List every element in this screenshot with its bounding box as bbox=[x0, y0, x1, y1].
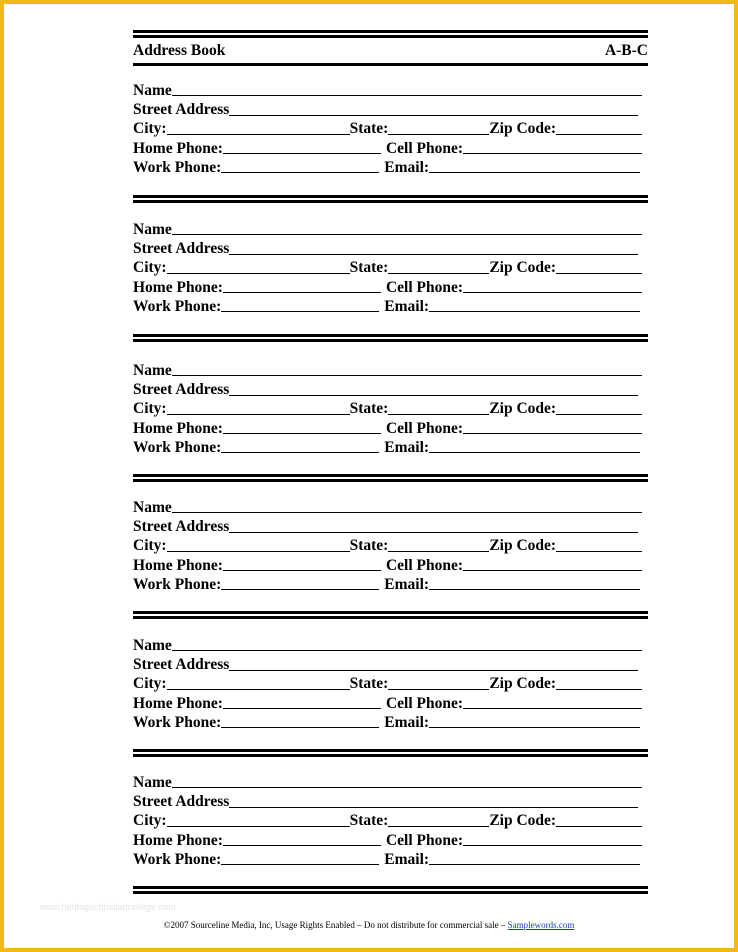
name-label: Name bbox=[133, 636, 172, 654]
email-label: Email: bbox=[384, 575, 430, 593]
city-state-zip-row bbox=[133, 673, 648, 692]
state-label: State: bbox=[349, 537, 389, 555]
home-phone-label: Home Phone: bbox=[133, 556, 223, 574]
name-row bbox=[133, 359, 648, 378]
street-row bbox=[133, 237, 648, 256]
street-label: Street Address bbox=[133, 381, 230, 399]
phone-row bbox=[133, 137, 648, 156]
work-phone-field[interactable] bbox=[221, 452, 379, 453]
top-double-rule bbox=[133, 30, 648, 38]
city-field[interactable] bbox=[167, 414, 350, 415]
watermark: www.heritagechristiancollege.com bbox=[40, 902, 176, 912]
street-label: Street Address bbox=[133, 793, 230, 811]
work-email-row bbox=[133, 436, 648, 455]
city-label: City: bbox=[133, 400, 167, 418]
name-field[interactable] bbox=[172, 375, 642, 376]
cell-phone-field[interactable] bbox=[463, 708, 642, 709]
zip-field[interactable] bbox=[556, 551, 642, 552]
contact-entry bbox=[133, 218, 648, 314]
state-field[interactable] bbox=[388, 689, 489, 690]
street-row bbox=[133, 515, 648, 534]
entry-separator bbox=[133, 611, 648, 619]
street-field[interactable] bbox=[229, 532, 638, 533]
cell-phone-label: Cell Phone: bbox=[385, 278, 464, 296]
work-phone-label: Work Phone: bbox=[133, 158, 222, 176]
name-label: Name bbox=[133, 81, 172, 99]
email-label: Email: bbox=[384, 158, 430, 176]
street-field[interactable] bbox=[229, 254, 638, 255]
name-row bbox=[133, 771, 648, 790]
name-row bbox=[133, 218, 648, 237]
zip-label: Zip Code: bbox=[489, 537, 557, 555]
work-email-row bbox=[133, 156, 648, 175]
email-label: Email: bbox=[384, 713, 430, 731]
street-row bbox=[133, 653, 648, 672]
city-field[interactable] bbox=[167, 689, 350, 690]
state-field[interactable] bbox=[388, 551, 489, 552]
phone-row bbox=[133, 554, 648, 573]
name-row bbox=[133, 496, 648, 515]
zip-field[interactable] bbox=[556, 689, 642, 690]
home-phone-label: Home Phone: bbox=[133, 419, 223, 437]
work-phone-field[interactable] bbox=[221, 311, 379, 312]
street-label: Street Address bbox=[133, 101, 230, 119]
entry-separator bbox=[133, 195, 648, 203]
cell-phone-label: Cell Phone: bbox=[385, 831, 464, 849]
home-phone-label: Home Phone: bbox=[133, 278, 223, 296]
name-label: Name bbox=[133, 361, 172, 379]
cell-phone-field[interactable] bbox=[463, 153, 642, 154]
email-field[interactable] bbox=[429, 864, 640, 865]
zip-label: Zip Code: bbox=[489, 675, 557, 693]
contact-entry bbox=[133, 359, 648, 455]
work-phone-field[interactable] bbox=[221, 864, 379, 865]
work-email-row bbox=[133, 848, 648, 867]
entry-separator bbox=[133, 749, 648, 757]
address-book-sheet bbox=[133, 30, 648, 66]
phone-row bbox=[133, 276, 648, 295]
work-phone-label: Work Phone: bbox=[133, 575, 222, 593]
email-field[interactable] bbox=[429, 172, 640, 173]
header-rule bbox=[133, 63, 648, 66]
home-phone-field[interactable] bbox=[223, 153, 381, 154]
home-phone-label: Home Phone: bbox=[133, 831, 223, 849]
city-field[interactable] bbox=[167, 826, 350, 827]
state-field[interactable] bbox=[388, 414, 489, 415]
phone-row bbox=[133, 417, 648, 436]
name-field[interactable] bbox=[172, 650, 642, 651]
cell-phone-field[interactable] bbox=[463, 845, 642, 846]
name-field[interactable] bbox=[172, 95, 642, 96]
city-label: City: bbox=[133, 812, 167, 830]
name-label: Name bbox=[133, 220, 172, 238]
street-label: Street Address bbox=[133, 518, 230, 536]
zip-label: Zip Code: bbox=[489, 400, 557, 418]
header bbox=[133, 38, 648, 60]
state-label: State: bbox=[349, 400, 389, 418]
email-field[interactable] bbox=[429, 311, 640, 312]
home-phone-label: Home Phone: bbox=[133, 694, 223, 712]
home-phone-field[interactable] bbox=[223, 292, 381, 293]
city-state-zip-row bbox=[133, 257, 648, 276]
zip-label: Zip Code: bbox=[489, 259, 557, 277]
name-row bbox=[133, 79, 648, 98]
city-field[interactable] bbox=[167, 134, 350, 135]
work-phone-field[interactable] bbox=[221, 172, 379, 173]
work-phone-label: Work Phone: bbox=[133, 438, 222, 456]
phone-row bbox=[133, 829, 648, 848]
name-label: Name bbox=[133, 498, 172, 516]
footer bbox=[0, 920, 738, 930]
home-phone-field[interactable] bbox=[223, 845, 381, 846]
street-label: Street Address bbox=[133, 656, 230, 674]
city-label: City: bbox=[133, 259, 167, 277]
zip-field[interactable] bbox=[556, 134, 642, 135]
cell-phone-label: Cell Phone: bbox=[385, 419, 464, 437]
contact-entry bbox=[133, 771, 648, 867]
entry-separator bbox=[133, 886, 648, 894]
state-label: State: bbox=[349, 675, 389, 693]
street-field[interactable] bbox=[229, 395, 638, 396]
name-field[interactable] bbox=[172, 787, 642, 788]
name-field[interactable] bbox=[172, 512, 642, 513]
street-field[interactable] bbox=[229, 115, 638, 116]
state-field[interactable] bbox=[388, 273, 489, 274]
name-field[interactable] bbox=[172, 234, 642, 235]
city-state-zip-row bbox=[133, 535, 648, 554]
street-row bbox=[133, 378, 648, 397]
city-field[interactable] bbox=[167, 551, 350, 552]
cell-phone-field[interactable] bbox=[463, 570, 642, 571]
street-label: Street Address bbox=[133, 240, 230, 258]
state-field[interactable] bbox=[388, 826, 489, 827]
email-label: Email: bbox=[384, 297, 430, 315]
cell-phone-label: Cell Phone: bbox=[385, 139, 464, 157]
phone-row bbox=[133, 692, 648, 711]
zip-label: Zip Code: bbox=[489, 120, 557, 138]
state-field[interactable] bbox=[388, 134, 489, 135]
cell-phone-field[interactable] bbox=[463, 292, 642, 293]
entry-separator bbox=[133, 474, 648, 482]
footer-copyright: ©2007 Sourceline Media, Inc, Usage Rights Enabled – Do not distribute for commercial sale – bbox=[163, 920, 508, 930]
zip-field[interactable] bbox=[556, 414, 642, 415]
name-row bbox=[133, 634, 648, 653]
home-phone-field[interactable] bbox=[223, 708, 381, 709]
street-row bbox=[133, 98, 648, 117]
street-row bbox=[133, 790, 648, 809]
work-email-row bbox=[133, 711, 648, 730]
work-email-row bbox=[133, 295, 648, 314]
state-label: State: bbox=[349, 259, 389, 277]
street-field[interactable] bbox=[229, 807, 638, 808]
cell-phone-label: Cell Phone: bbox=[385, 556, 464, 574]
work-phone-field[interactable] bbox=[221, 589, 379, 590]
contact-entry bbox=[133, 79, 648, 175]
home-phone-field[interactable] bbox=[223, 570, 381, 571]
work-phone-label: Work Phone: bbox=[133, 713, 222, 731]
work-phone-field[interactable] bbox=[221, 727, 379, 728]
city-field[interactable] bbox=[167, 273, 350, 274]
city-label: City: bbox=[133, 120, 167, 138]
zip-field[interactable] bbox=[556, 826, 642, 827]
city-state-zip-row bbox=[133, 398, 648, 417]
zip-field[interactable] bbox=[556, 273, 642, 274]
email-field[interactable] bbox=[429, 727, 640, 728]
work-phone-label: Work Phone: bbox=[133, 297, 222, 315]
entry-separator bbox=[133, 334, 648, 342]
cell-phone-label: Cell Phone: bbox=[385, 694, 464, 712]
email-label: Email: bbox=[384, 438, 430, 456]
email-label: Email: bbox=[384, 850, 430, 868]
page-title: Address Book bbox=[133, 42, 226, 59]
contact-entry bbox=[133, 496, 648, 592]
state-label: State: bbox=[349, 812, 389, 830]
email-field[interactable] bbox=[429, 589, 640, 590]
work-phone-label: Work Phone: bbox=[133, 850, 222, 868]
city-state-zip-row bbox=[133, 118, 648, 137]
email-field[interactable] bbox=[429, 452, 640, 453]
zip-label: Zip Code: bbox=[489, 812, 557, 830]
city-label: City: bbox=[133, 675, 167, 693]
contact-entry bbox=[133, 634, 648, 730]
work-email-row bbox=[133, 573, 648, 592]
cell-phone-field[interactable] bbox=[463, 433, 642, 434]
footer-link[interactable]: Samplewords.com bbox=[507, 920, 575, 930]
city-label: City: bbox=[133, 537, 167, 555]
city-state-zip-row bbox=[133, 810, 648, 829]
home-phone-label: Home Phone: bbox=[133, 139, 223, 157]
letter-range: A-B-C bbox=[604, 42, 648, 59]
street-field[interactable] bbox=[229, 670, 638, 671]
name-label: Name bbox=[133, 773, 172, 791]
state-label: State: bbox=[349, 120, 389, 138]
home-phone-field[interactable] bbox=[223, 433, 381, 434]
